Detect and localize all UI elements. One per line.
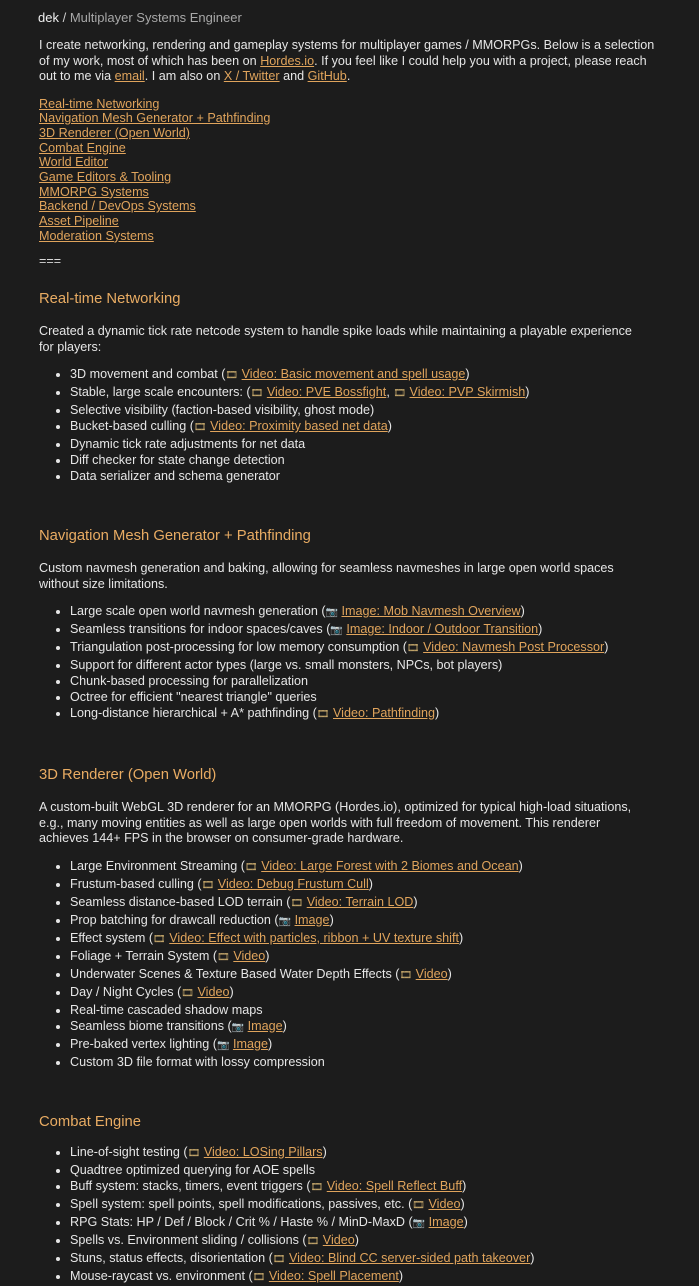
camera-icon: 📷 <box>325 607 338 619</box>
toc-link-real-time-networking[interactable]: Real-time Networking <box>39 96 160 111</box>
list-item <box>70 984 659 1002</box>
section-intro: Created a dynamic tick rate netcode system to handle spike loads while maintaining a playable experience for players: <box>39 324 632 354</box>
list-item <box>70 858 659 876</box>
item-suffix: ) <box>435 706 440 721</box>
video-link[interactable]: Video <box>428 1196 461 1211</box>
item-text: Dynamic tick rate adjustments for net data <box>70 437 306 452</box>
toc-link-navigation-mesh-generator-pathfinding[interactable]: Navigation Mesh Generator + Pathfinding <box>39 111 271 126</box>
item-text: Real-time cascaded shadow maps <box>70 1002 263 1017</box>
list-item <box>70 1054 659 1070</box>
list-item <box>70 1214 659 1232</box>
feature-list <box>39 366 659 484</box>
section-combat-engine <box>39 1113 659 1286</box>
film-icon: 🎞 <box>406 643 420 655</box>
list-item <box>70 930 659 948</box>
list-item <box>70 948 659 966</box>
item-suffix: ) <box>530 1250 535 1265</box>
list-item <box>70 1144 659 1162</box>
hordes-link[interactable]: Hordes.io <box>260 53 315 68</box>
item-suffix: ) <box>329 912 334 927</box>
item-text: Seamless biome transitions ( <box>70 1018 232 1033</box>
divider: === <box>39 253 62 268</box>
item-text: Long-distance hierarchical + A* pathfinding ( <box>70 706 317 721</box>
item-text: Large scale open world navmesh generation ( <box>70 604 326 619</box>
video-link[interactable]: Video <box>197 984 230 999</box>
list-item <box>70 468 659 484</box>
video-link[interactable]: Video: Blind CC server-sided path takeover <box>288 1250 531 1265</box>
item-suffix: ) <box>525 385 530 400</box>
item-text: Underwater Scenes & Texture Based Water Depth Effects ( <box>70 966 400 981</box>
item-suffix: ) <box>465 367 470 382</box>
item-text: Prop batching for drawcall reduction ( <box>70 912 279 927</box>
twitter-link[interactable]: X / Twitter <box>223 69 280 83</box>
toc-link-combat-engine[interactable]: Combat Engine <box>39 140 126 155</box>
item-suffix: ) <box>460 1196 465 1211</box>
item-suffix: ) <box>229 984 234 999</box>
video-link[interactable]: Video: Large Forest with 2 Biomes and Ocean <box>261 858 519 873</box>
list-item <box>70 689 659 705</box>
table-of-contents <box>39 97 659 244</box>
item-text: Seamless distance-based LOD terrain ( <box>70 894 291 909</box>
list-item <box>70 366 659 384</box>
author-role: Multiplayer Systems Engineer <box>69 10 242 25</box>
item-suffix: ) <box>282 1018 287 1033</box>
item-text: Triangulation post-processing for low memory consumption ( <box>70 640 407 655</box>
film-icon: 🎞 <box>252 1271 266 1283</box>
video-link[interactable]: Video <box>322 1232 355 1247</box>
item-text: 3D movement and combat ( <box>70 367 226 382</box>
list-item <box>70 621 659 639</box>
video-link[interactable]: Video <box>233 948 266 963</box>
list-item <box>70 384 659 402</box>
video-link[interactable]: Video: LOSing Pillars <box>203 1144 323 1159</box>
section-navigation-mesh-generator-pathfinding <box>39 527 659 723</box>
camera-icon: 📷 <box>330 625 343 637</box>
item-text: Bucket-based culling ( <box>70 419 194 434</box>
film-icon: 🎞 <box>290 897 304 909</box>
list-item <box>70 1196 659 1214</box>
film-icon: 🎞 <box>306 1235 320 1247</box>
section-title: Navigation Mesh Generator + Pathfinding <box>39 528 311 545</box>
intro-text: . <box>346 69 351 83</box>
item-text: Quadtree optimized querying for AOE spells <box>70 1162 316 1177</box>
section-title: Combat Engine <box>39 1113 141 1130</box>
page-header <box>38 10 659 26</box>
item-suffix: ) <box>462 1178 467 1193</box>
camera-icon: 📷 <box>278 915 292 927</box>
video-link[interactable]: Video: Effect with particles, ribbon + UV texture shift <box>169 930 459 945</box>
film-icon: 🎞 <box>393 388 407 400</box>
list-item <box>70 1178 659 1196</box>
item-text: Stuns, status effects, disorientation ( <box>70 1250 273 1265</box>
item-text: Spells vs. Environment sliding / collisions ( <box>70 1232 307 1247</box>
film-icon: 🎞 <box>201 879 215 891</box>
item-text: Seamless transitions for indoor spaces/caves ( <box>70 622 331 637</box>
intro-text: . I am also on <box>144 69 224 83</box>
list-item <box>70 639 659 657</box>
item-text: Support for different actor types (large vs. small monsters, NPCs, bot players) <box>70 658 503 673</box>
list-item <box>70 603 659 621</box>
intro-paragraph <box>39 38 664 85</box>
image-link[interactable]: Image <box>428 1214 464 1229</box>
item-suffix: ) <box>458 930 464 945</box>
film-icon: 🎞 <box>153 933 166 945</box>
film-icon: 🎞 <box>316 709 330 721</box>
list-item <box>70 705 659 723</box>
item-text: Large Environment Streaming ( <box>70 858 245 873</box>
film-icon: 🎞 <box>181 987 194 999</box>
image-link[interactable]: Image: Mob Navmesh Overview <box>341 604 521 619</box>
feature-list <box>39 603 659 723</box>
item-suffix: ) <box>368 876 373 891</box>
list-item <box>70 657 659 673</box>
item-text: Selective visibility (faction-based visibility, ghost mode) <box>70 403 375 418</box>
section-title: Real-time Networking <box>39 291 181 308</box>
item-suffix: ) <box>447 966 452 981</box>
item-suffix: ) <box>538 622 543 637</box>
image-link[interactable]: Image: Indoor / Outdoor Transition <box>346 622 539 637</box>
item-suffix: ) <box>520 604 525 619</box>
list-item <box>70 452 659 468</box>
item-text: Stable, large scale encounters: ( <box>70 385 251 400</box>
list-item <box>70 966 659 984</box>
item-text: Chunk-based processing for parallelization <box>70 674 309 689</box>
item-suffix: ) <box>265 948 270 963</box>
section-3d-renderer-open-world <box>39 766 659 1070</box>
list-item <box>70 673 659 689</box>
film-icon: 🎞 <box>412 1199 425 1211</box>
item-text: RPG Stats: HP / Def / Block / Crit % / Haste % / MinD-MaxD ( <box>70 1214 413 1229</box>
section-intro: A custom-built WebGL 3D renderer for an MMORPG (Hordes.io), optimized for typical high-load situations, e.g., many moving entities as well as large open worlds with full freedom of movement. This renderer achieves 144+ FPS in the browser on consumer-grade hardware. <box>39 800 632 846</box>
item-suffix: ) <box>413 894 418 909</box>
list-item <box>70 894 659 912</box>
film-icon: 🎞 <box>399 969 413 981</box>
video-link[interactable]: Video: PVE Bossfight <box>266 385 387 400</box>
item-text: Line-of-sight testing ( <box>70 1144 188 1159</box>
image-link[interactable]: Image <box>247 1018 283 1033</box>
toc-link-game-editors-tooling[interactable]: Game Editors & Tooling <box>39 170 172 185</box>
email-link[interactable]: email <box>114 69 145 83</box>
video-link[interactable]: Video: Spell Placement <box>268 1268 399 1283</box>
item-text: Octree for efficient "nearest triangle" queries <box>70 690 317 705</box>
film-icon: 🎞 <box>187 1147 201 1159</box>
toc-link-world-editor[interactable]: World Editor <box>39 155 109 170</box>
author-name: dek <box>38 10 59 25</box>
link-separator: , <box>386 385 394 400</box>
video-link[interactable]: Video: Navmesh Post Processor <box>423 640 605 655</box>
list-item <box>70 1036 659 1054</box>
item-suffix: ) <box>267 1036 273 1051</box>
video-link[interactable]: Video: Proximity based net data <box>210 419 388 434</box>
sections-container <box>39 290 659 1286</box>
film-icon: 🎞 <box>272 1253 286 1265</box>
list-item <box>70 418 659 436</box>
intro-text: . If you feel like I could help you with a project, please reach out to me via <box>39 53 647 83</box>
film-icon: 🎞 <box>225 370 239 382</box>
list-item <box>70 876 659 894</box>
list-item <box>70 436 659 452</box>
list-item <box>70 1002 659 1018</box>
item-text: Custom 3D file format with lossy compression <box>70 1054 325 1069</box>
item-text: Buff system: stacks, timers, event triggers ( <box>70 1178 311 1193</box>
image-link[interactable]: Image <box>294 912 330 927</box>
item-suffix: ) <box>398 1268 404 1283</box>
toc-link-moderation-systems[interactable]: Moderation Systems <box>39 228 154 243</box>
video-link[interactable]: Video: Pathfinding <box>333 706 435 721</box>
list-item <box>70 1268 659 1286</box>
section-real-time-networking <box>39 290 659 484</box>
item-suffix: ) <box>354 1232 359 1247</box>
item-text: Diff checker for state change detection <box>70 453 285 468</box>
toc-link-mmorpg-systems[interactable]: MMORPG Systems <box>39 184 149 199</box>
image-link[interactable]: Image <box>232 1036 268 1051</box>
camera-icon: 📷 <box>231 1021 245 1033</box>
item-text: Mouse-raycast vs. environment ( <box>70 1268 253 1283</box>
toc-link-backend-devops-systems[interactable]: Backend / DevOps Systems <box>39 199 196 214</box>
video-link[interactable]: Video: Basic movement and spell usage <box>241 367 466 382</box>
toc-link-3d-renderer-open-world[interactable]: 3D Renderer (Open World) <box>39 125 190 140</box>
toc-link-asset-pipeline[interactable]: Asset Pipeline <box>39 214 119 229</box>
item-text: Data serializer and schema generator <box>70 469 281 484</box>
film-icon: 🎞 <box>245 861 258 873</box>
item-suffix: ) <box>518 858 523 873</box>
section-intro: Custom navmesh generation and baking, allowing for seamless navmeshes in large open world spaces without size limitations. <box>39 561 614 591</box>
item-text: Spell system: spell points, spell modifications, passives, etc. ( <box>70 1196 413 1211</box>
item-suffix: ) <box>463 1214 468 1229</box>
feature-list <box>39 858 659 1070</box>
list-item <box>70 1162 659 1178</box>
video-link[interactable]: Video: Terrain LOD <box>306 894 414 909</box>
item-text: Effect system ( <box>70 930 154 945</box>
list-item <box>70 1018 659 1036</box>
feature-list <box>39 1144 659 1286</box>
list-item <box>70 912 659 930</box>
section-title: 3D Renderer (Open World) <box>39 767 217 784</box>
list-item <box>70 1232 659 1250</box>
intro-text: and <box>279 69 308 83</box>
item-suffix: ) <box>604 640 609 655</box>
video-link[interactable]: Video <box>415 966 448 981</box>
github-link[interactable]: GitHub <box>307 69 347 83</box>
list-item <box>70 402 659 418</box>
item-suffix: ) <box>322 1144 327 1159</box>
camera-icon: 📷 <box>412 1217 426 1229</box>
intro-text: I create networking, rendering and gameplay systems for multiplayer games / MMORPGs. Below is a selection of my work, most of which has been on <box>39 38 655 68</box>
video-link[interactable]: Video: PVP Skirmish <box>409 385 526 400</box>
film-icon: 🎞 <box>310 1181 324 1193</box>
item-text: Foliage + Terrain System ( <box>70 948 218 963</box>
camera-icon: 📷 <box>217 1039 230 1051</box>
film-icon: 🎞 <box>193 422 207 434</box>
item-text: Pre-baked vertex lighting ( <box>70 1036 217 1051</box>
list-item <box>70 1250 659 1268</box>
video-link[interactable]: Video: Debug Frustum Cull <box>217 876 369 891</box>
header-separator: / <box>58 10 70 25</box>
item-text: Frustum-based culling ( <box>70 876 202 891</box>
film-icon: 🎞 <box>250 388 264 400</box>
video-link[interactable]: Video: Spell Reflect Buff <box>326 1178 463 1193</box>
item-text: Day / Night Cycles ( <box>70 984 182 999</box>
film-icon: 🎞 <box>217 951 230 963</box>
item-suffix: ) <box>387 419 392 434</box>
